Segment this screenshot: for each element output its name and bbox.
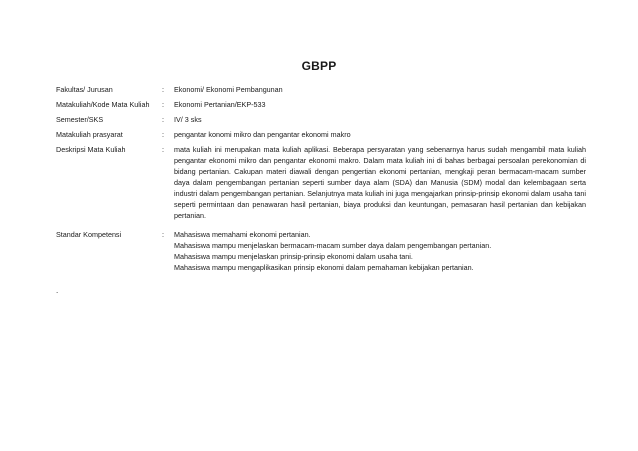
- field-label: Fakultas/ Jurusan: [56, 85, 113, 94]
- field-label: Matakuliah/Kode Mata Kuliah: [56, 100, 150, 109]
- field-value: Ekonomi/ Ekonomi Pembangunan: [174, 85, 283, 94]
- field-colon: :: [162, 85, 164, 94]
- field-value: IV/ 3 sks: [174, 115, 202, 124]
- competency-item: Mahasiswa mampu menjelaskan bermacam-macam sumber daya dalam pengembangan pertanian.: [174, 241, 492, 250]
- document-title: GBPP: [301, 59, 337, 73]
- field-label: Matakuliah prasyarat: [56, 130, 123, 139]
- competency-list: [174, 229, 586, 273]
- field-label: Semester/SKS: [56, 115, 104, 124]
- competency-item: Mahasiswa mampu menjelaskan prinsip-prinsip ekonomi dalam usaha tani.: [174, 252, 413, 261]
- description-text: mata kuliah ini merupakan mata kuliah aplikasi. Beberapa persyaratan yang sebenarnya harus sudah mengambil mata kuliah pengantar ekonomi mikro dan pengantar ekonomi makro. Dalam mata kuliah ini di bahas berbagai persoalan perekonomian di bidang pertanian. Cakupan materi diawali dengan pengertian ekonomi pertanian, mengkaji peran bermacam-macam sumber daya dalam pengembangan pertanian seperti sumber daya alam (SDA) dan Manusia (SDM) modal dan kelembagaan serta industri dalam pengembangan pertanian. Selanjutnya mata kuliah ini juga mengajarkan prinsip-prinsip ekonomi dalam usaha tani seperti permintaan dan penawaran hasil pertanian, biaya produksi dan keuntungan, pemasaran hasil pertanian dan kebijakan pertanian.: [174, 145, 586, 220]
- field-colon: :: [162, 115, 164, 124]
- trailing-mark: .: [56, 286, 59, 295]
- field-colon: :: [162, 145, 164, 154]
- field-value: Ekonomi Pertanian/EKP-533: [174, 100, 266, 109]
- field-value: pengantar konomi mikro dan pengantar ekonomi makro: [174, 130, 351, 139]
- field-colon: :: [162, 230, 164, 239]
- field-label: Deskripsi Mata Kuliah: [56, 145, 126, 154]
- field-label: Standar Kompetensi: [56, 230, 122, 239]
- competency-item: Mahasiswa memahami ekonomi pertanian.: [174, 230, 311, 239]
- competency-item: Mahasiswa mampu mengaplikasikan prinsip ekonomi dalam pemahaman kebijakan pertanian.: [174, 263, 474, 272]
- field-colon: :: [162, 100, 164, 109]
- field-colon: :: [162, 130, 164, 139]
